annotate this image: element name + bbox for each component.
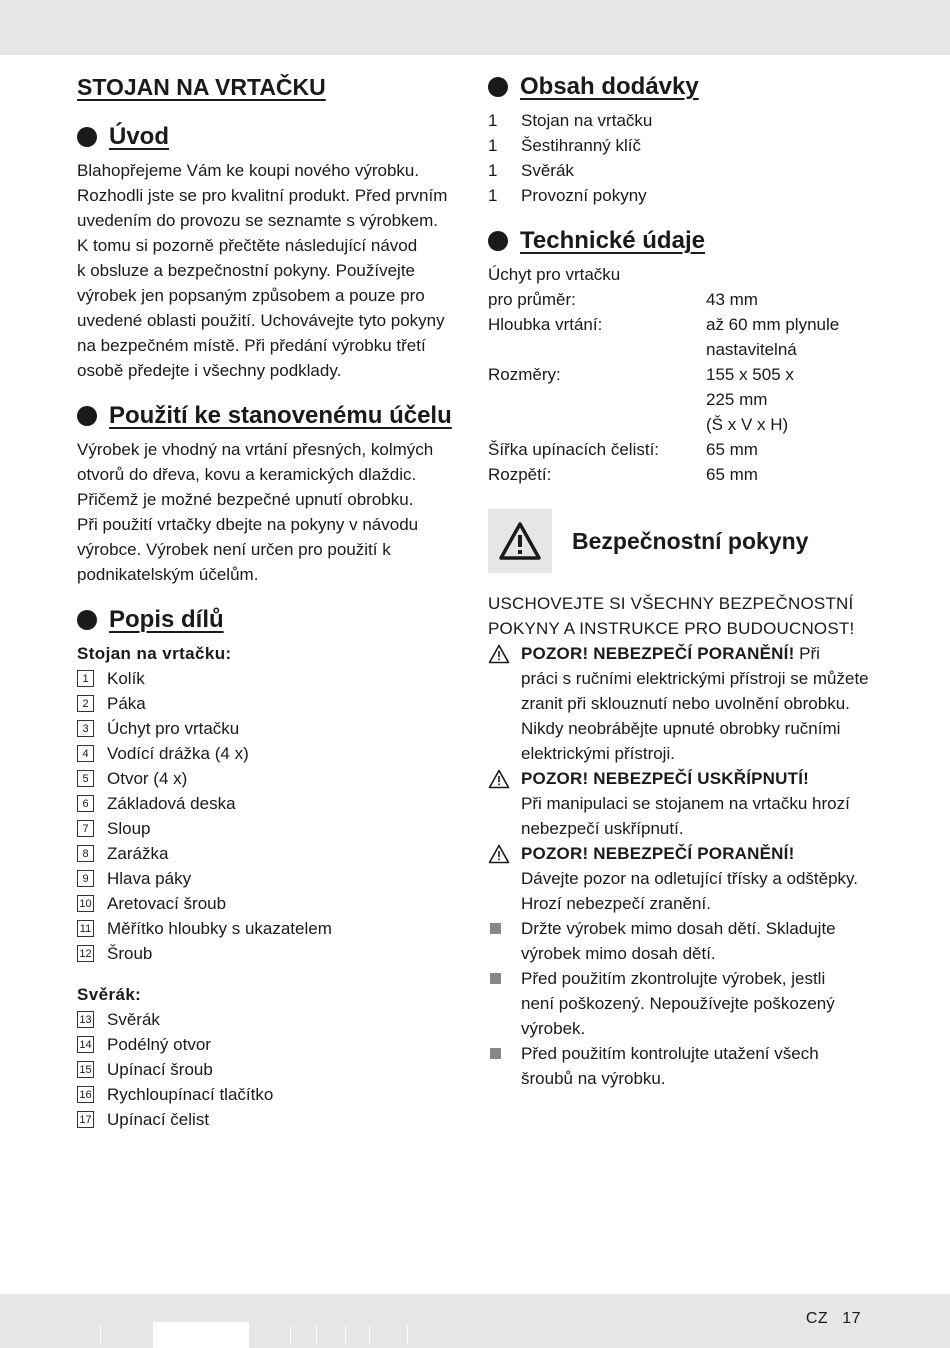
section-parts-heading: Popis dílů: [77, 603, 467, 637]
list-item: 14 Podélný otvor: [77, 1032, 467, 1057]
list-item: 8 Zarážka: [77, 841, 467, 866]
footer-white-block: [153, 1322, 249, 1348]
section-intro-heading: Úvod: [77, 120, 467, 154]
square-bullet-icon: [488, 1041, 521, 1091]
bullet-dot-icon: [77, 406, 97, 426]
page-number: 17: [842, 1310, 861, 1327]
safety-keep-notice: USCHOVEJTE SI VŠECHNY BEZPEČNOSTNÍ POKYNY A INSTRUKCE PRO BUDOUCNOST!: [488, 594, 855, 638]
list-item: 9 Hlava páky: [77, 866, 467, 891]
warning-item: POZOR! NEBEZPEČÍ PORANĚNÍ! Při práci s ručními elektrickými přístroji se můžete zranit při sklouznutí nebo uvolnění obrobku. Nikdy neobrábějte upnuté obrobky ručními elektrickými přístroji.: [488, 641, 888, 766]
document-title: STOJAN NA VRTAČKU: [77, 74, 326, 100]
table-row: pro průměr: 43 mm: [488, 290, 758, 309]
list-item: 17 Upínací čelist: [77, 1107, 467, 1132]
table-row: Úchyt pro vrtačku: [488, 265, 621, 284]
list-item: 1 Kolík: [77, 666, 467, 691]
bullet-dot-icon: [488, 77, 508, 97]
section-contents-heading: Obsah dodávky: [488, 70, 888, 104]
safety-header: [488, 509, 888, 573]
list-item: Před použitím kontrolujte utažení všech šroubů na výrobku.: [488, 1041, 888, 1091]
square-bullet-icon: [488, 966, 521, 1041]
list-item: 1 Stojan na vrtačku: [488, 111, 653, 130]
list-item: 1 Svěrák: [488, 161, 574, 180]
parts-list-vise: [77, 1007, 467, 1132]
list-item: 3 Úchyt pro vrtačku: [77, 716, 467, 741]
list-item: 1 Šestihranný klíč: [488, 136, 641, 155]
left-column: [77, 70, 467, 1132]
warning-triangle-icon: [488, 509, 552, 573]
list-item: 12 Šroub: [77, 941, 467, 966]
warning-small-icon: [488, 641, 521, 766]
list-item: 16 Rychloupínací tlačítko: [77, 1082, 467, 1107]
usage-paragraph: Výrobek je vhodný na vrtání přesných, kolmých otvorů do dřeva, kovu a keramických dlaždic. Přičemž je možné bezpečné upnutí obrobku. Při použití vrtačky dbejte na pokyny v návodu výrobce. Výrobek není určen pro použití k podnikatelským účelům.: [77, 440, 434, 584]
right-column: [488, 70, 888, 1091]
tech-spec-table: [488, 262, 888, 487]
list-item: 2 Páka: [77, 691, 467, 716]
list-item: 6 Základová deska: [77, 791, 467, 816]
warning-item: POZOR! NEBEZPEČÍ USKŘÍPNUTÍ! Při manipulaci se stojanem na vrtačku hrozí nebezpečí uskřípnutí.: [488, 766, 888, 841]
list-item: Držte výrobek mimo dosah dětí. Skladujte výrobek mimo dosah dětí.: [488, 916, 888, 966]
parts-list-stand: [77, 666, 467, 966]
bullet-dot-icon: [488, 231, 508, 251]
table-row: 225 mm: [706, 390, 768, 409]
list-item: 10 Aretovací šroub: [77, 891, 467, 916]
contents-list: [488, 108, 888, 208]
parts-group-stand-title: Stojan na vrtačku:: [77, 644, 232, 663]
parts-group-vise-title: Svěrák:: [77, 985, 142, 1004]
list-item: 1 Provozní pokyny: [488, 186, 647, 205]
language-code: CZ: [805, 1310, 829, 1327]
bullet-dot-icon: [77, 127, 97, 147]
bullet-dot-icon: [77, 610, 97, 630]
list-item: 7 Sloup: [77, 816, 467, 841]
square-bullet-icon: [488, 916, 521, 966]
table-row: Rozměry: 155 x 505 x: [488, 365, 794, 384]
table-row: nastavitelná: [706, 340, 797, 359]
list-item: Před použitím zkontrolujte výrobek, jestli není poškozený. Nepoužívejte poškozený výrobek.: [488, 966, 888, 1041]
intro-paragraph: Blahopřejeme Vám ke koupi nového výrobku. Rozhodli jste se pro kvalitní produkt. Před prvním uvedením do provozu se seznamte s výrobkem. K tomu si pozorně přečtěte následující návod k obsluze a bezpečnostní pokyny. Používejte výrobek jen popsaným způsobem a pouze pro uvedené oblasti použití. Uchovávejte tyto pokyny na bezpečném místě. Při předání výrobku třetí osobě předejte i všechny podklady.: [77, 161, 448, 380]
table-row: Šířka upínacích čelistí: 65 mm: [488, 440, 758, 459]
table-row: Rozpětí: 65 mm: [488, 465, 758, 484]
section-tech-heading: Technické údaje: [488, 224, 888, 258]
list-item: 4 Vodící drážka (4 x): [77, 741, 467, 766]
warning-small-icon: [488, 766, 521, 841]
table-row: (Š x V x H): [706, 415, 789, 434]
safety-title: Bezpečnostní pokyny: [572, 527, 809, 554]
table-row: Hloubka vrtání: až 60 mm plynule: [488, 315, 840, 334]
list-item: 11 Měřítko hloubky s ukazatelem: [77, 916, 467, 941]
warning-item: POZOR! NEBEZPEČÍ PORANĚNÍ! Dávejte pozor na odletující třísky a odštěpky. Hrozí nebezpečí zranění.: [488, 841, 888, 916]
list-item: 13 Svěrák: [77, 1007, 467, 1032]
list-item: 15 Upínací šroub: [77, 1057, 467, 1082]
page-footer: [792, 1310, 861, 1328]
top-band: [0, 0, 950, 55]
warning-small-icon: [488, 841, 521, 916]
list-item: 5 Otvor (4 x): [77, 766, 467, 791]
section-usage-heading: Použití ke stanovenému účelu: [77, 399, 467, 433]
